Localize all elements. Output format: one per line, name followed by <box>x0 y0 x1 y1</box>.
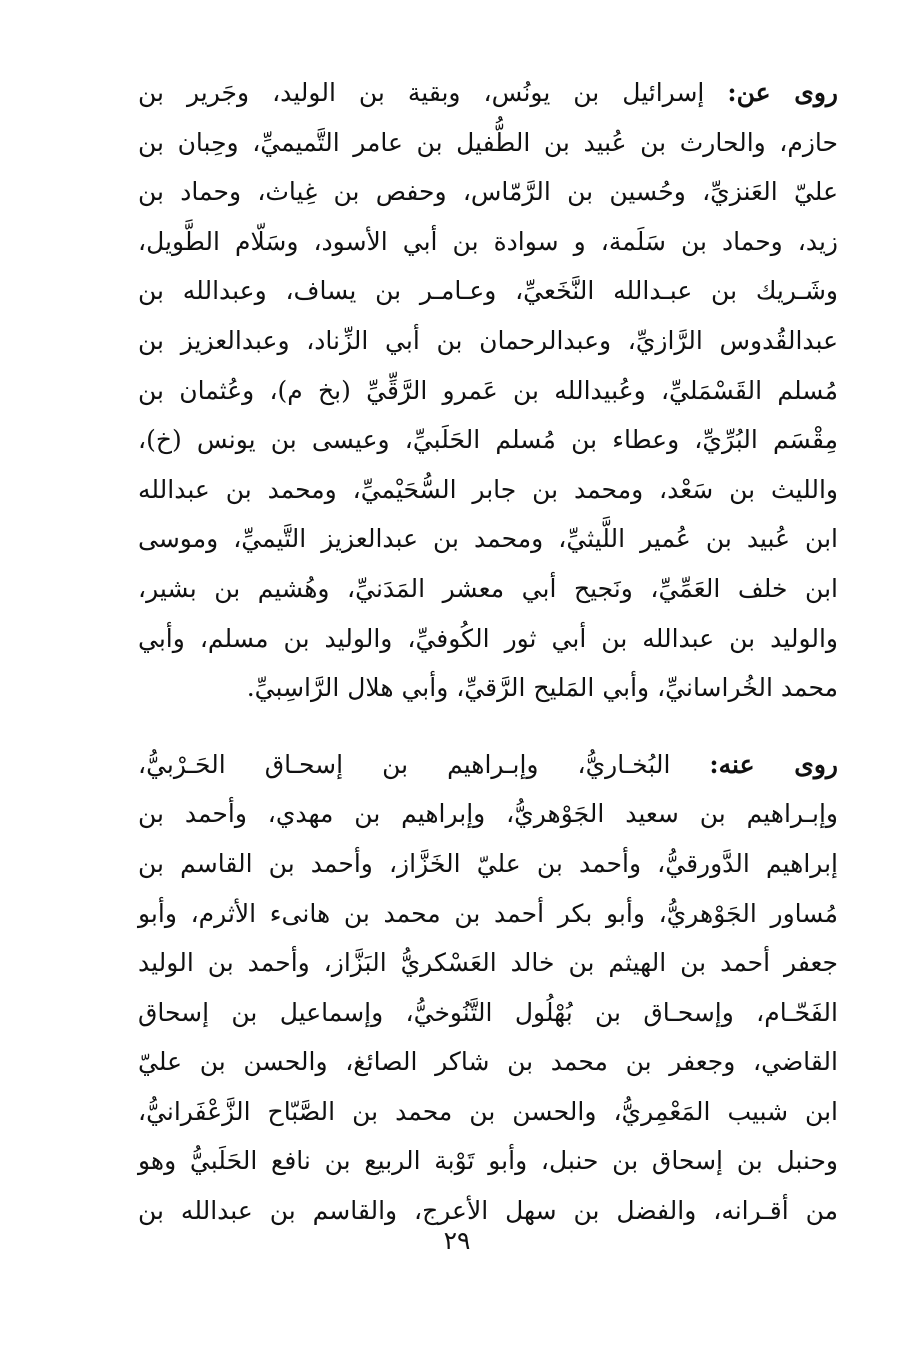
text-line: وحنبل بن إسحاق بن حنبل، وأبو تَوْبة الربيع بن نافع الحَلَبيُّ وهو <box>138 1146 838 1176</box>
paragraph-gap <box>138 713 838 740</box>
text-line: وشَـريك بن عبـدالله النَّخَعيِّ، وعـامـر بن يساف، وعبدالله بن <box>138 276 838 306</box>
text-line: محمد الخُراسانيِّ، وأبي المَليح الرَّقيِّ، وأبي هلال الرَّاسِبيِّ. <box>246 673 838 703</box>
text-line: وإبـراهيم بن سعيد الجَوْهريُّ، وإبراهيم بن مهدي، وأحمد بن <box>138 799 838 829</box>
text-line <box>138 740 838 790</box>
text-line: إبراهيم الدَّورقيُّ، وأحمد بن عليّ الخَزَّاز، وأحمد بن القاسم بن <box>138 848 838 878</box>
text-line: والليث بن سَعْد، ومحمد بن جابر السُّحَيْميِّ، ومحمد بن عبدالله <box>138 474 838 504</box>
text-line: جعفر أحمد بن الهيثم بن خالد العَسْكريُّ البَزَّاز، وأحمد بن الوليد <box>138 948 838 978</box>
section-lead: روى عنه: <box>709 749 838 779</box>
text-line: عليّ العَنزيِّ، وحُسين بن الرَّمّاس، وحفص بن غِياث، وحماد بن <box>138 177 838 207</box>
text-line: مُساور الجَوْهريُّ، وأبو بكر أحمد بن محمد بن هانىء الأثرم، وأبو <box>138 898 838 928</box>
text-line: زيد، وحماد بن سَلَمة، و سوادة بن أبي الأسود، وسَلّام الطَّويل، <box>138 226 838 256</box>
paragraph-narrated-from <box>138 68 838 713</box>
text-line <box>138 68 838 118</box>
paragraph-narrated-by <box>138 740 838 1236</box>
text-line: القاضي، وجعفر بن محمد بن شاكر الصائغ، والحسن بن عليّ <box>138 1047 838 1077</box>
text-line: ابن شبيب المَعْمِريُّ، والحسن بن محمد بن الصَّبّاح الزَّعْفَرانيُّ، <box>138 1096 838 1126</box>
line-text: البُخـاريُّ، وإبـراهيم بن إسحـاق الحَـرْبيُّ، <box>138 749 710 779</box>
page-body <box>138 68 838 1236</box>
text-line: عبدالقُدوس الرَّازيِّ، وعبدالرحمان بن أبي الزِّناد، وعبدالعزيز بن <box>138 325 838 355</box>
text-line: ابن خلف العَمِّيِّ، ونَجيح أبي معشر المَدَنيِّ، وهُشيم بن بشير، <box>138 573 838 603</box>
text-line: الفَحّـام، وإسحـاق بن بُهْلُول التَّنُوخيُّ، وإسماعيل بن إسحاق <box>138 997 838 1027</box>
text-line: من أقـرانه، والفضل بن سهل الأعرج، والقاسم بن عبدالله بن <box>138 1196 838 1226</box>
text-line: ابن عُبيد بن عُمير اللَّيثيِّ، ومحمد بن عبدالعزيز التَّيميِّ، وموسى <box>138 524 838 554</box>
text-line: والوليد بن عبدالله بن أبي ثور الكُوفيِّ، والوليد بن مسلم، وأبي <box>138 623 838 653</box>
section-lead: روى عن: <box>727 78 838 107</box>
page-number: ٢٩ <box>443 1226 471 1255</box>
line-text: إسرائيل بن يونُس، وبقية بن الوليد، وجَرير بن <box>138 78 728 107</box>
text-line: مُسلم القَسْمَليِّ، وعُبيدالله بن عَمرو الرَّقِّيِّ (بخ م)، وعُثمان بن <box>138 375 838 405</box>
text-line: مِقْسَم البُرِّيِّ، وعطاء بن مُسلم الحَلَبيِّ، وعيسى بن يونس (خ)، <box>138 425 838 455</box>
text-line: حازم، والحارث بن عُبيد بن الطُّفيل بن عامر التَّميميِّ، وحِبان بن <box>138 127 838 157</box>
